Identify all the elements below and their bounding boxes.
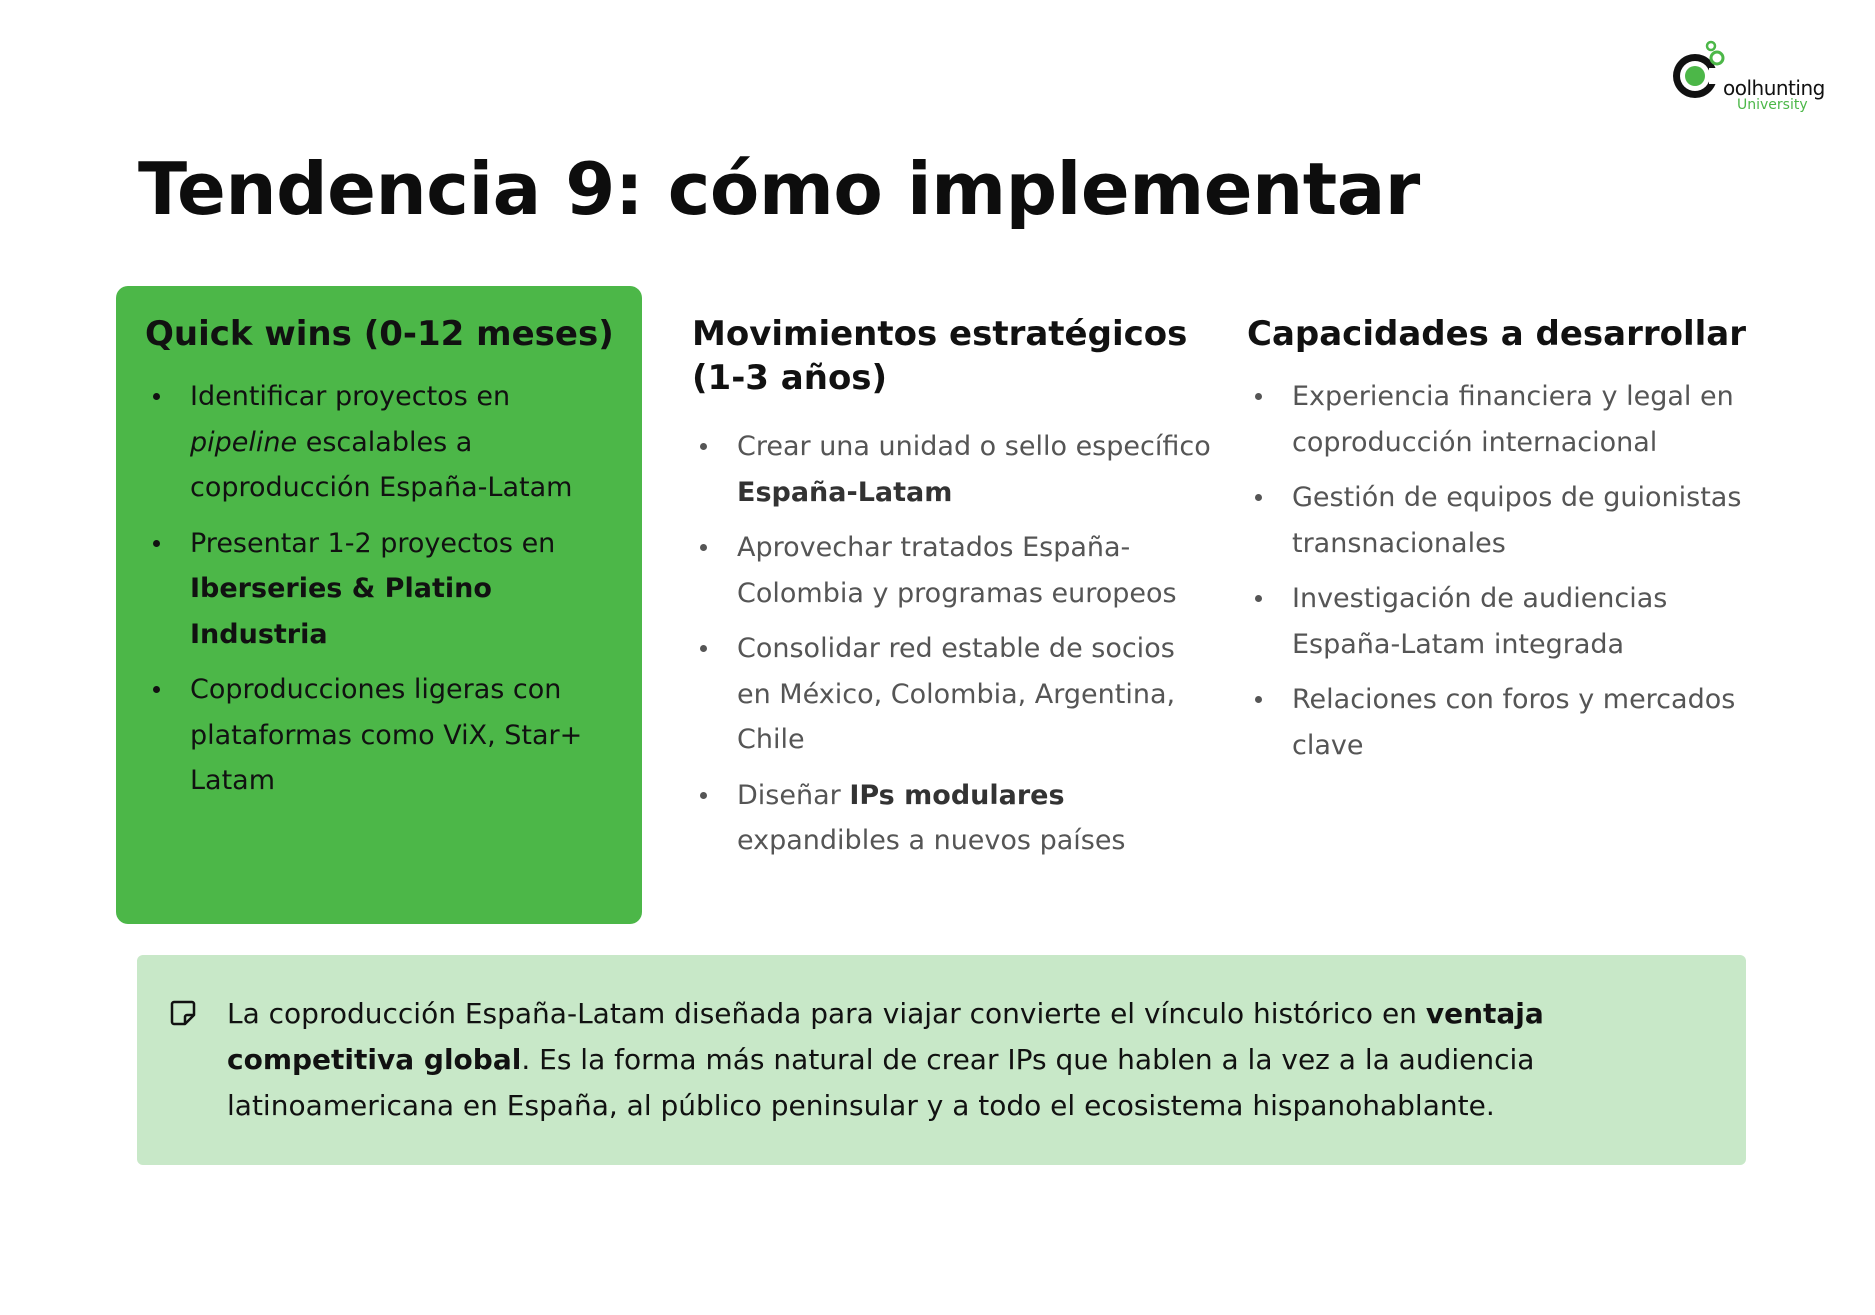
list-item: Investigación de audiencias España-Latam integrada bbox=[1247, 576, 1767, 667]
strategic-moves-heading: Movimientos estratégicos (1-3 años) bbox=[692, 314, 1188, 398]
list-item: Aprovechar tratados España-Colombia y programas europeos bbox=[692, 525, 1212, 616]
capabilities-heading: Capacidades a desarrollar bbox=[1247, 314, 1747, 354]
callout-note bbox=[137, 955, 1746, 1165]
capabilities-column bbox=[1247, 286, 1767, 778]
list-item: Coproducciones ligeras con plataformas como ViX, Star+ Latam bbox=[145, 667, 622, 804]
logo-wordmark: oolhunting bbox=[1723, 76, 1825, 100]
list-item: Experiencia financiera y legal en coproducción internacional bbox=[1247, 374, 1767, 465]
list-item: Presentar 1-2 proyectos en Iberseries & Platino Industria bbox=[145, 521, 622, 658]
coolhunting-logo-icon bbox=[1665, 38, 1729, 108]
page-title: Tendencia 9: cómo implementar bbox=[138, 147, 1420, 231]
list-item: Crear una unidad o sello específico España-Latam bbox=[692, 424, 1212, 515]
note-icon bbox=[169, 999, 197, 1027]
list-item: Consolidar red estable de socios en México, Colombia, Argentina, Chile bbox=[692, 626, 1212, 763]
strategic-moves-list bbox=[692, 424, 1212, 864]
strategic-moves-column bbox=[692, 286, 1212, 874]
logo-subtitle: University bbox=[1737, 97, 1808, 113]
capabilities-list bbox=[1247, 374, 1767, 768]
list-item: Gestión de equipos de guionistas transnacionales bbox=[1247, 475, 1767, 566]
callout-text: La coproducción España-Latam diseñada para viajar convierte el vínculo histórico en ventaja competitiva global. Es la forma más natural de crear IPs que hablen a la vez a la audiencia latinoamericana en España, al público peninsular y a todo el ecosistema hispanohablante. bbox=[227, 997, 1544, 1122]
list-item: Identificar proyectos en pipeline escalables a coproducción España-Latam bbox=[145, 374, 622, 511]
brand-logo bbox=[1665, 38, 1845, 118]
quick-wins-card bbox=[116, 286, 642, 924]
quick-wins-heading: Quick wins (0-12 meses) bbox=[145, 314, 614, 354]
list-item: Relaciones con foros y mercados clave bbox=[1247, 677, 1767, 768]
quick-wins-list bbox=[145, 374, 622, 804]
list-item: Diseñar IPs modulares expandibles a nuevos países bbox=[692, 773, 1212, 864]
